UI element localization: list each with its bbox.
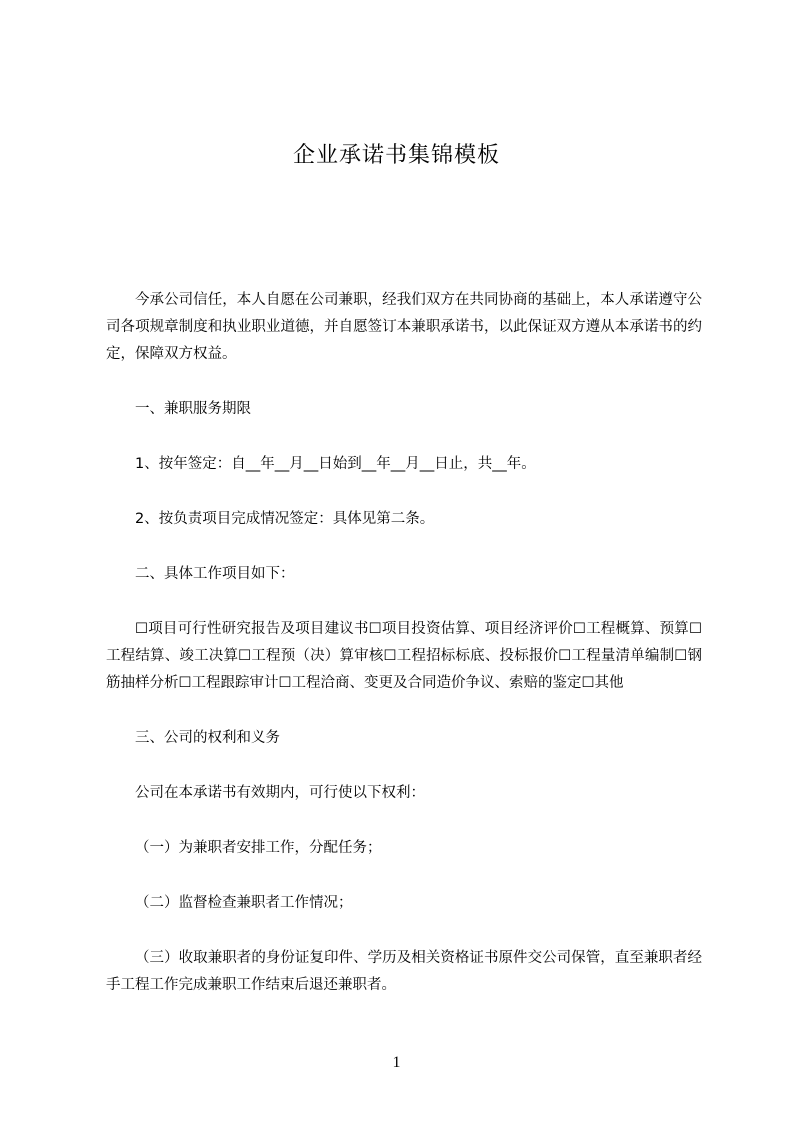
rights-intro: 公司在本承诺书有效期内，可行使以下权利： <box>135 785 425 801</box>
intro-paragraph: 今承公司信任，本人自愿在公司兼职，经我们双方在共同协商的基础上，本人承诺遵守公司各项规章制度和执业职业道德，并自愿签订本兼职承诺书，以此保证双方遵从本承诺书的约定，保障双方权益。 <box>106 292 702 362</box>
right-item-2: （二）监督检查兼职者工作情况； <box>135 895 353 911</box>
term-clause-2: 2、按负责项目完成情况签定：具体见第二条。 <box>135 511 435 527</box>
section-heading-2: 二、具体工作项目如下： <box>135 566 295 582</box>
page-number: 1 <box>392 1054 401 1071</box>
term-clause-1: 1、按年签定：自__年__月__日始到__年__月__日止，共__年。 <box>135 456 536 472</box>
right-item-3: （三）收取兼职者的身份证复印件、学历及相关资格证书原件交公司保管，直至兼职者经手工程工作完成兼职工作结束后退还兼职者。 <box>106 950 702 993</box>
section-heading-1: 一、兼职服务期限 <box>135 401 251 417</box>
right-item-1: （一）为兼职者安排工作，分配任务； <box>135 840 382 856</box>
document-body <box>106 287 702 999</box>
document-title: 企业承诺书集锦模板 <box>292 143 500 168</box>
section-heading-3: 三、公司的权利和义务 <box>135 730 280 746</box>
work-items-paragraph: ☐项目可行性研究报告及项目建议书☐项目投资估算、项目经济评价☐工程概算、预算☐工程结算、竣工决算☐工程预（决）算审核☐工程招标标底、投标报价☐工程量清单编制☐钢筋抽样分析☐工程跟踪审计☐工程洽商、变更及合同造价争议、索赔的鉴定☐其他 <box>106 621 702 691</box>
